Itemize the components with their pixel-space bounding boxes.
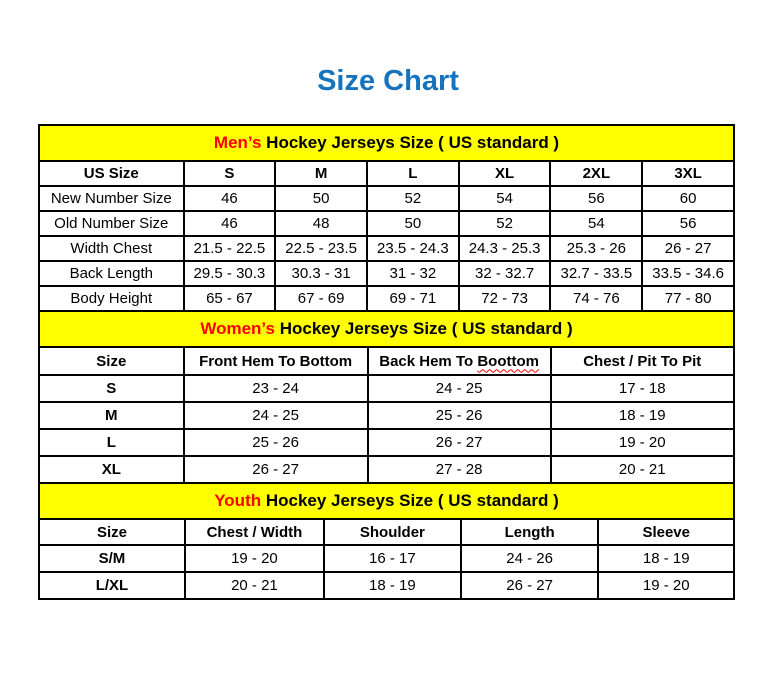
cell-value: 67 - 69 bbox=[275, 286, 367, 311]
cell-value: 56 bbox=[642, 211, 734, 236]
cell-value: 52 bbox=[367, 186, 459, 211]
cell-value: 26 - 27 bbox=[184, 456, 368, 483]
row-label: Body Height bbox=[39, 286, 184, 311]
cell-value: 18 - 19 bbox=[324, 572, 461, 599]
youth-section-title bbox=[39, 483, 734, 519]
cell-value: 50 bbox=[367, 211, 459, 236]
cell-value: 24 - 25 bbox=[368, 375, 551, 402]
row-label: Width Chest bbox=[39, 236, 184, 261]
table-row bbox=[39, 402, 734, 429]
cell-value: 22.5 - 23.5 bbox=[275, 236, 367, 261]
table-row bbox=[39, 286, 734, 311]
column-header: Chest / Pit To Pit bbox=[551, 347, 735, 375]
cell-value: 50 bbox=[275, 186, 367, 211]
cell-value: 30.3 - 31 bbox=[275, 261, 367, 286]
cell-value: 56 bbox=[550, 186, 642, 211]
section-title-rest: Hockey Jerseys Size ( US standard ) bbox=[274, 319, 573, 338]
womens-section-band bbox=[39, 311, 734, 347]
row-label: New Number Size bbox=[39, 186, 184, 211]
column-header: US Size bbox=[39, 161, 184, 186]
mens-header-row bbox=[39, 161, 734, 186]
cell-value: 20 - 21 bbox=[551, 456, 735, 483]
table-row bbox=[39, 186, 734, 211]
womens-size-table bbox=[38, 310, 735, 484]
section-title-rest: Hockey Jerseys Size ( US standard ) bbox=[261, 133, 560, 152]
cell-value: 29.5 - 30.3 bbox=[184, 261, 276, 286]
table-row bbox=[39, 429, 734, 456]
cell-value: 26 - 27 bbox=[642, 236, 734, 261]
column-header: 3XL bbox=[642, 161, 734, 186]
cell-value: 54 bbox=[459, 186, 551, 211]
cell-value: 24 - 25 bbox=[184, 402, 368, 429]
mens-section-title bbox=[39, 125, 734, 161]
table-row bbox=[39, 261, 734, 286]
cell-value: 69 - 71 bbox=[367, 286, 459, 311]
table-row bbox=[39, 236, 734, 261]
cell-value: 19 - 20 bbox=[185, 545, 324, 572]
cell-value: 60 bbox=[642, 186, 734, 211]
column-header: Size bbox=[39, 347, 184, 375]
section-title-highlight: Men’s bbox=[213, 133, 262, 152]
column-header: Sleeve bbox=[598, 519, 734, 545]
section-title-highlight: Youth bbox=[214, 491, 262, 510]
column-header: Shoulder bbox=[324, 519, 461, 545]
table-row bbox=[39, 572, 734, 599]
section-title-highlight: Women’s bbox=[200, 319, 275, 338]
row-label: L/XL bbox=[39, 572, 185, 599]
size-chart-tables bbox=[38, 124, 735, 600]
cell-value: 77 - 80 bbox=[642, 286, 734, 311]
column-header: Front Hem To Bottom bbox=[184, 347, 368, 375]
column-header: Length bbox=[461, 519, 599, 545]
cell-value: 17 - 18 bbox=[551, 375, 735, 402]
row-label: XL bbox=[39, 456, 184, 483]
youth-header-row bbox=[39, 519, 734, 545]
row-label: S bbox=[39, 375, 184, 402]
cell-value: 21.5 - 22.5 bbox=[184, 236, 276, 261]
cell-value: 25 - 26 bbox=[368, 402, 551, 429]
column-header: L bbox=[367, 161, 459, 186]
column-header: Back Hem To Boottom bbox=[368, 347, 551, 375]
table-row bbox=[39, 545, 734, 572]
page-title: Size Chart bbox=[317, 65, 459, 97]
cell-value: 32.7 - 33.5 bbox=[550, 261, 642, 286]
column-header: Chest / Width bbox=[185, 519, 324, 545]
cell-value: 25.3 - 26 bbox=[550, 236, 642, 261]
row-label: S/M bbox=[39, 545, 185, 572]
cell-value: 32 - 32.7 bbox=[459, 261, 551, 286]
cell-value: 46 bbox=[184, 186, 276, 211]
table-row bbox=[39, 211, 734, 236]
cell-value: 31 - 32 bbox=[367, 261, 459, 286]
table-row bbox=[39, 456, 734, 483]
youth-section-band bbox=[39, 483, 734, 519]
column-header: Size bbox=[39, 519, 185, 545]
womens-header-row bbox=[39, 347, 734, 375]
column-header: 2XL bbox=[550, 161, 642, 186]
cell-value: 19 - 20 bbox=[551, 429, 735, 456]
cell-value: 18 - 19 bbox=[551, 402, 735, 429]
row-label: Back Length bbox=[39, 261, 184, 286]
cell-value: 19 - 20 bbox=[598, 572, 734, 599]
cell-value: 23.5 - 24.3 bbox=[367, 236, 459, 261]
cell-value: 26 - 27 bbox=[461, 572, 599, 599]
cell-value: 54 bbox=[550, 211, 642, 236]
cell-value: 25 - 26 bbox=[184, 429, 368, 456]
row-label: M bbox=[39, 402, 184, 429]
cell-value: 74 - 76 bbox=[550, 286, 642, 311]
cell-value: 24.3 - 25.3 bbox=[459, 236, 551, 261]
cell-value: 65 - 67 bbox=[184, 286, 276, 311]
cell-value: 23 - 24 bbox=[184, 375, 368, 402]
cell-value: 52 bbox=[459, 211, 551, 236]
cell-value: 33.5 - 34.6 bbox=[642, 261, 734, 286]
table-row bbox=[39, 375, 734, 402]
row-label: L bbox=[39, 429, 184, 456]
column-header: S bbox=[184, 161, 276, 186]
cell-value: 18 - 19 bbox=[598, 545, 734, 572]
youth-size-table bbox=[38, 482, 735, 600]
row-label: Old Number Size bbox=[39, 211, 184, 236]
column-header: XL bbox=[459, 161, 551, 186]
cell-value: 27 - 28 bbox=[368, 456, 551, 483]
cell-value: 16 - 17 bbox=[324, 545, 461, 572]
cell-value: 26 - 27 bbox=[368, 429, 551, 456]
misspelled-word: Boottom bbox=[477, 352, 539, 370]
mens-size-table bbox=[38, 124, 735, 312]
cell-value: 20 - 21 bbox=[185, 572, 324, 599]
womens-section-title bbox=[39, 311, 734, 347]
cell-value: 46 bbox=[184, 211, 276, 236]
column-header: M bbox=[275, 161, 367, 186]
section-title-rest: Hockey Jerseys Size ( US standard ) bbox=[261, 491, 559, 510]
cell-value: 48 bbox=[275, 211, 367, 236]
cell-value: 72 - 73 bbox=[459, 286, 551, 311]
mens-section-band bbox=[39, 125, 734, 161]
cell-value: 24 - 26 bbox=[461, 545, 599, 572]
